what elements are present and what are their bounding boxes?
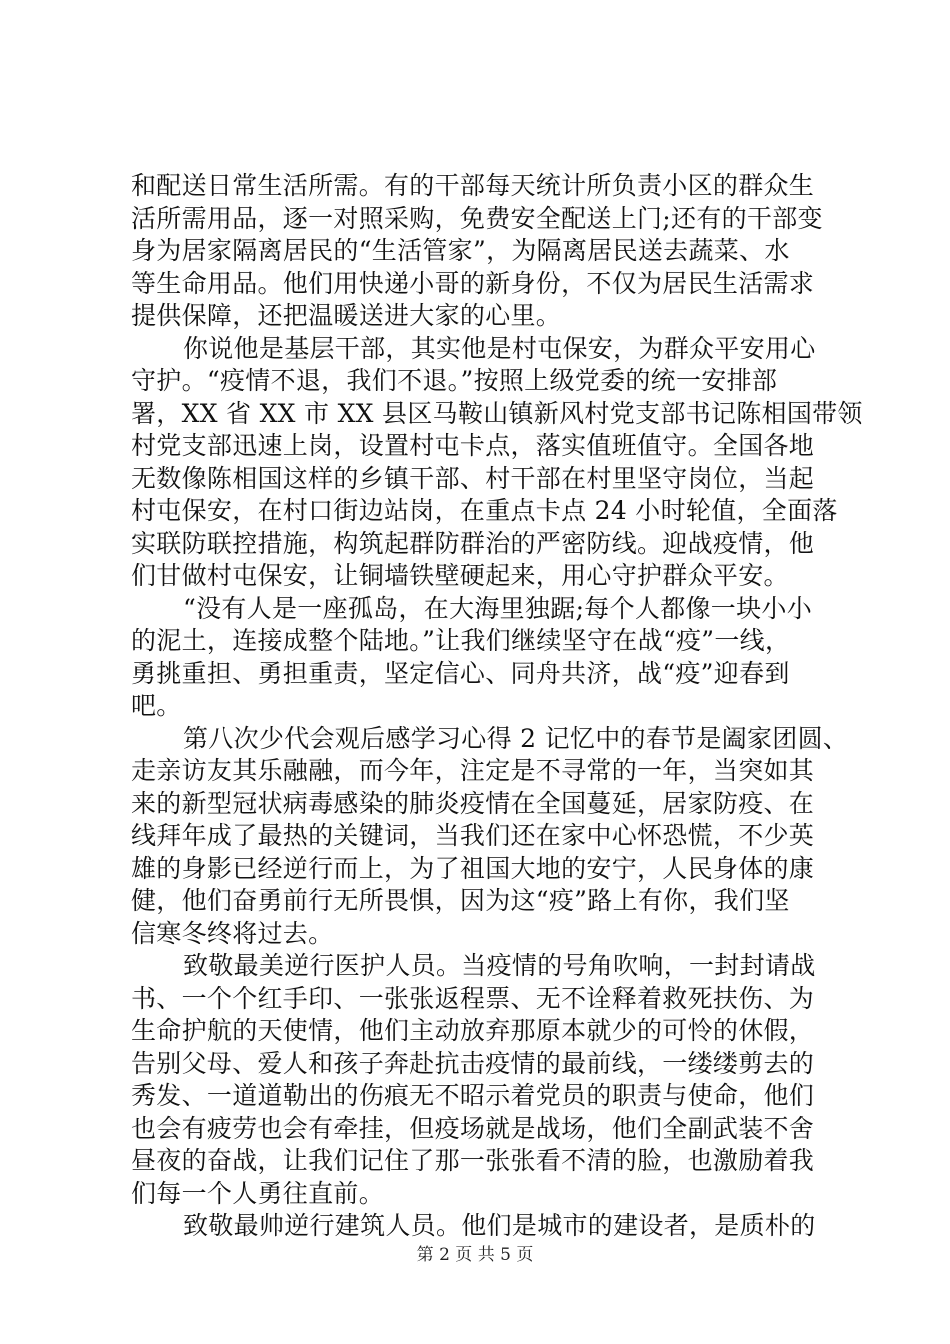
text-line: 也会有疲劳也会有牵挂，但疫场就是战场，他们全副武装不舍: [131, 1113, 815, 1143]
text-line: 信寒冬终将过去。: [131, 918, 334, 948]
text-line: 身为居家隔离居民的“生活管家”，为隔离居民送去蔬菜、水: [131, 236, 790, 265]
text-line: 秀发、一道道勒出的伤痕无不昭示着党员的职责与使命，他们: [131, 1081, 815, 1110]
body-text: [131, 170, 863, 1243]
text-line: “没有人是一座孤岛，在大海里独踞;每个人都像一块小小: [183, 593, 813, 623]
text-line: 勇挑重担、勇担重责，坚定信心、同舟共济，战“疫”迎春到: [131, 658, 790, 688]
text-line: 署，XX 省 XX 市 XX 县区马鞍山镇新风村党支部书记陈相国带领: [131, 398, 863, 428]
text-line: 吧。: [131, 691, 182, 720]
text-line: 无数像陈相国这样的乡镇干部、村干部在村里坚守岗位，当起: [131, 463, 815, 493]
text-line: 你说他是基层干部，其实他是村屯保安，为群众平安用心: [183, 333, 816, 363]
text-line: 雄的身影已经逆行而上，为了祖国大地的安宁，人民身体的康: [131, 853, 815, 883]
text-line: 健，他们奋勇前行无所畏惧，因为这“疫”路上有你，我们坚: [131, 886, 790, 915]
text-line: 和配送日常生活所需。有的干部每天统计所负责小区的群众生: [131, 171, 815, 200]
text-line: 走亲访友其乐融融，而今年，注定是不寻常的一年，当突如其: [131, 756, 815, 785]
text-line: 守护。“疫情不退，我们不退。”按照上级党委的统一安排部: [131, 366, 778, 395]
text-line: 书、一个个红手印、一张张返程票、无不诠释着救死扶伤、为: [131, 983, 815, 1013]
text-line: 线拜年成了最热的关键词，当我们还在家中心怀恐慌，不少英: [131, 821, 815, 850]
text-line: 实联防联控措施，构筑起群防群治的严密防线。迎战疫情，他: [131, 528, 815, 558]
text-line: 村屯保安，在村口街边站岗，在重点卡点 24 小时轮值，全面落: [131, 496, 838, 525]
text-line: 第八次少代会观后感学习心得 2 记忆中的春节是阖家团圆、: [183, 723, 849, 753]
text-line: 告别父母、爱人和孩子奔赴抗击疫情的最前线，一缕缕剪去的: [131, 1048, 815, 1078]
text-line: 村党支部迅速上岗，设置村屯卡点，落实值班值守。全国各地: [131, 431, 815, 460]
text-line: 致敬最帅逆行建筑人员。他们是城市的建设者，是质朴的: [183, 1211, 816, 1240]
text-line: 等生命用品。他们用快递小哥的新身份，不仅为居民生活需求: [131, 268, 815, 298]
text-line: 们每一个人勇往直前。: [131, 1178, 385, 1208]
text-line: 生命护航的天使情，他们主动放弃那原本就少的可怜的休假，: [131, 1016, 815, 1045]
text-line: 们甘做村屯保安，让铜墙铁壁硬起来，用心守护群众平安。: [131, 561, 789, 590]
text-line: 提供保障，还把温暖送进大家的心里。: [131, 301, 562, 330]
text-line: 昼夜的奋战，让我们记住了那一张张看不清的脸，也激励着我: [131, 1146, 815, 1175]
text-line: 来的新型冠状病毒感染的肺炎疫情在全国蔓延，居家防疫、在: [131, 788, 815, 818]
page-number-footer: 第 2 页 共 5 页: [416, 1245, 534, 1265]
text-line: 活所需用品，逐一对照采购，免费安全配送上门;还有的干部变: [131, 203, 823, 233]
text-line: 致敬最美逆行医护人员。当疫情的号角吹响，一封封请战: [183, 951, 816, 980]
text-line: 的泥土，连接成整个陆地。”让我们继续坚守在战“疫”一线，: [131, 626, 791, 655]
